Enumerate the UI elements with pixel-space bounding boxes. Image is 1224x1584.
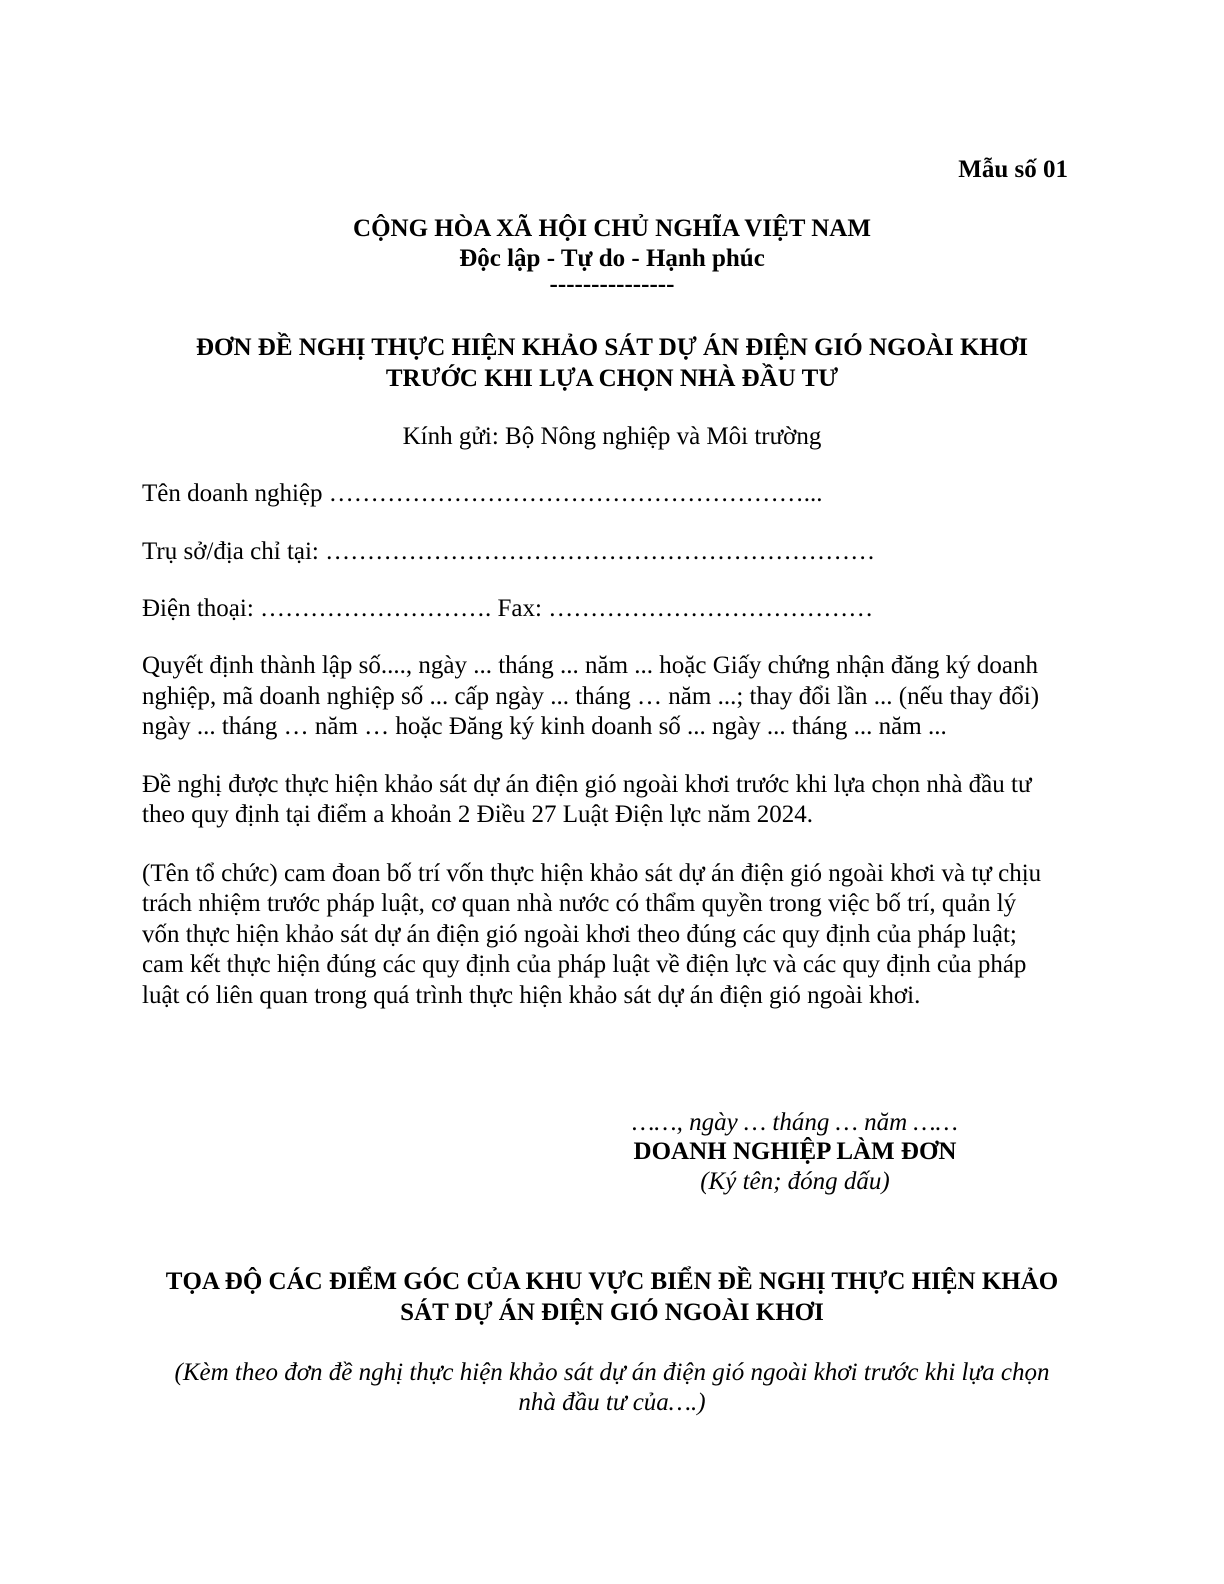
decision-paragraph-line: ngày ... tháng … năm … hoặc Đăng ký kinh doanh số ... ngày ... tháng ... năm ... (142, 713, 947, 740)
signature-date: ……, ngày … tháng … năm …… (632, 1109, 958, 1136)
commitment-paragraph-line: trách nhiệm trước pháp luật, cơ quan nhà nước có thẩm quyền trong việc bố trí, quản lý (142, 890, 1017, 917)
phone-fax-field: Điện thoại: ………………………. Fax: ………………………………… (142, 595, 874, 622)
signature-note: (Ký tên; đóng dấu) (700, 1168, 890, 1195)
request-paragraph-line: Đề nghị được thực hiện khảo sát dự án điện gió ngoài khơi trước khi lựa chọn nhà đầu tư (142, 771, 1032, 798)
header-separator: --------------- (549, 271, 675, 298)
recipient-line: Kính gửi: Bộ Nông nghiệp và Môi trường (402, 423, 822, 450)
annex-note-line-1: (Kèm theo đơn đề nghị thực hiện khảo sát dự án điện gió ngoài khơi trước khi lựa chọn (174, 1359, 1050, 1386)
form-title-line-1: ĐƠN ĐỀ NGHỊ THỰC HIỆN KHẢO SÁT DỰ ÁN ĐIỆN GIÓ NGOÀI KHƠI (195, 334, 1029, 361)
annex-title-line-2: SÁT DỰ ÁN ĐIỆN GIÓ NGOÀI KHƠI (400, 1299, 824, 1326)
decision-paragraph-line: Quyết định thành lập số...., ngày ... tháng ... năm ... hoặc Giấy chứng nhận đăng ký doanh (142, 652, 1039, 679)
commitment-paragraph-line: (Tên tổ chức) cam đoan bố trí vốn thực hiện khảo sát dự án điện gió ngoài khơi và tự chịu (142, 860, 1042, 887)
national-motto: Độc lập - Tự do - Hạnh phúc (459, 245, 765, 272)
country-name: CỘNG HÒA XÃ HỘI CHỦ NGHĨA VIỆT NAM (353, 215, 871, 242)
company-name-field: Tên doanh nghiệp …………………………………………………... (142, 480, 823, 507)
commitment-paragraph-line: cam kết thực hiện đúng các quy định của pháp luật về điện lực và các quy định của pháp (142, 951, 1027, 978)
decision-paragraph-line: nghiệp, mã doanh nghiệp số ... cấp ngày ... tháng … năm ...; thay đổi lần ... (nếu thay đổi) (142, 683, 1040, 710)
commitment-paragraph-line: vốn thực hiện khảo sát dự án điện gió ngoài khơi theo đúng các quy định của pháp luật; (142, 921, 1017, 948)
address-field: Trụ sở/địa chỉ tại: ………………………………………………………… (142, 538, 876, 565)
annex-title-line-1: TỌA ĐỘ CÁC ĐIỂM GÓC CỦA KHU VỰC BIỂN ĐỀ NGHỊ THỰC HIỆN KHẢO (165, 1268, 1059, 1295)
signature-applicant: DOANH NGHIỆP LÀM ĐƠN (633, 1138, 957, 1165)
form-number: Mẫu số 01 (958, 156, 1068, 183)
request-paragraph-line: theo quy định tại điểm a khoản 2 Điều 27 Luật Điện lực năm 2024. (142, 801, 814, 828)
commitment-paragraph-line: luật có liên quan trong quá trình thực hiện khảo sát dự án điện gió ngoài khơi. (142, 982, 921, 1009)
form-title-line-2: TRƯỚC KHI LỰA CHỌN NHÀ ĐẦU TƯ (385, 365, 839, 392)
annex-note-line-2: nhà đầu tư của….) (518, 1389, 706, 1416)
